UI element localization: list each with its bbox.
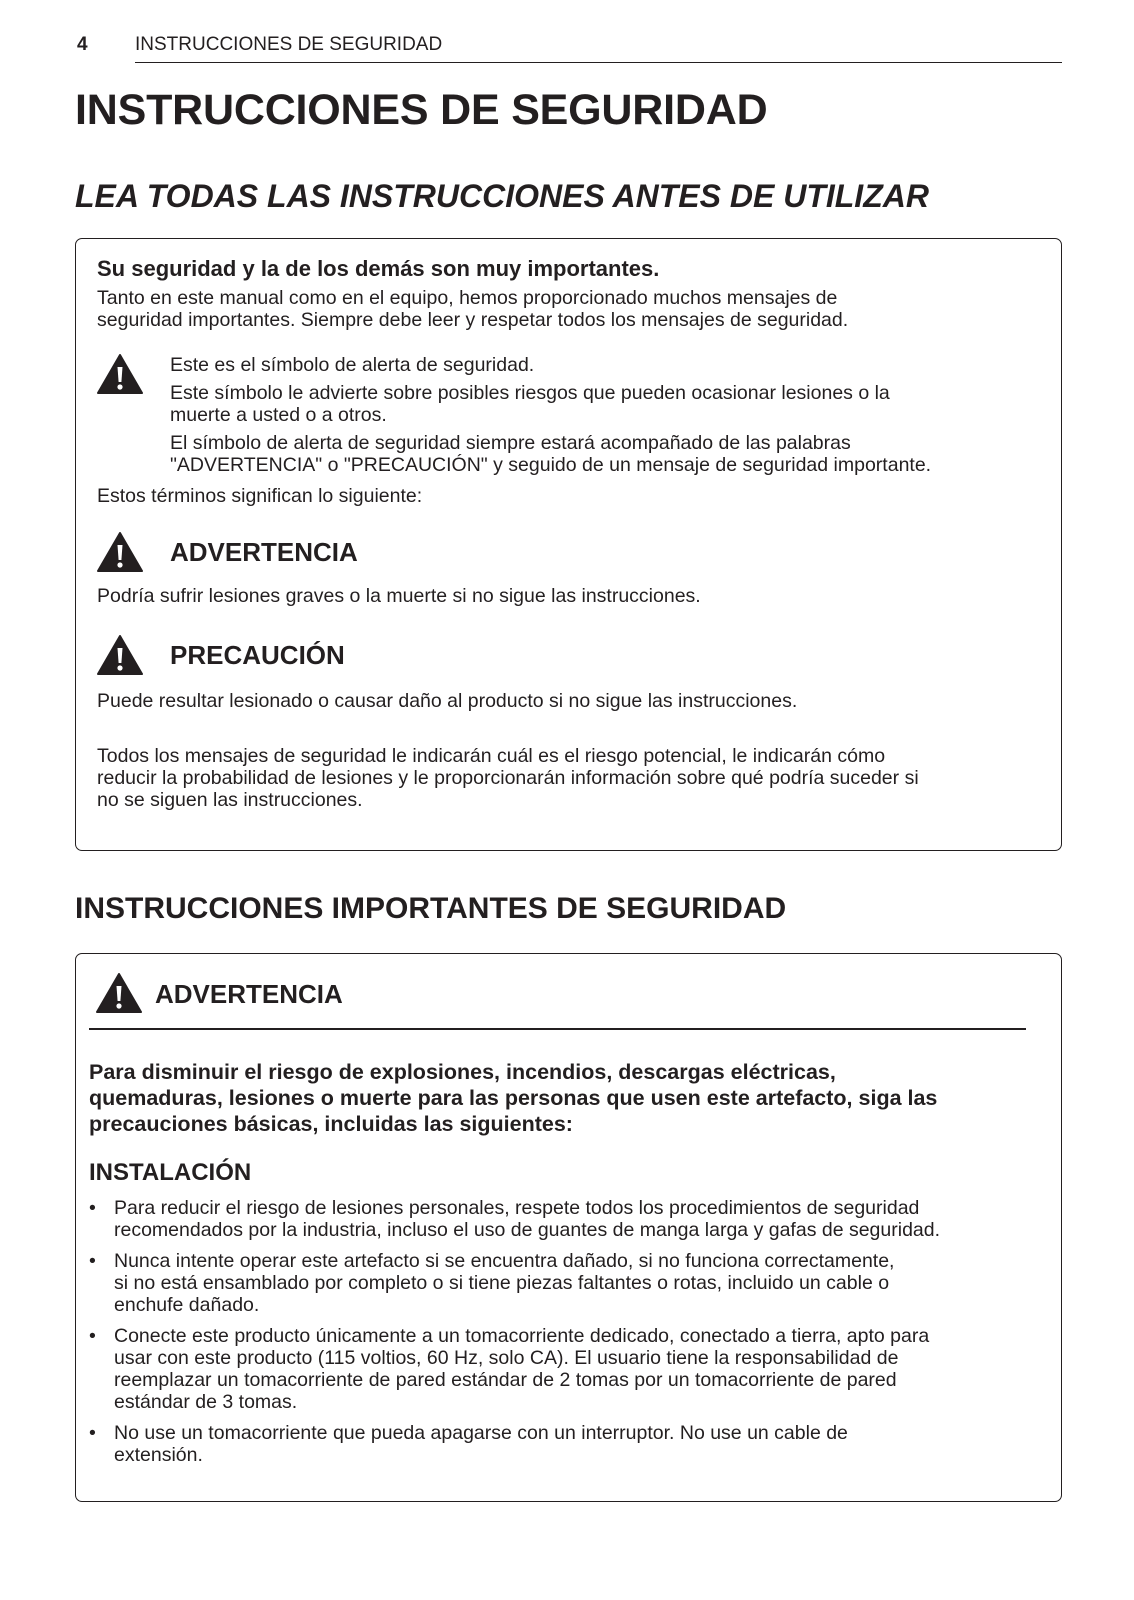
symbol-line-2b: muerte a usted o a otros.	[170, 404, 387, 426]
closing-line-3: no se siguen las instrucciones.	[97, 789, 363, 811]
warning-signal-word: ADVERTENCIA	[170, 537, 358, 567]
warning-triangle-icon	[96, 531, 144, 573]
bullet-icon: •	[89, 1250, 96, 1272]
installation-heading: INSTALACIÓN	[89, 1159, 252, 1186]
list-item-line: Conecte este producto únicamente a un tomacorriente dedicado, conectado a tierra, apto para	[114, 1325, 930, 1347]
list-item-line: enchufe dañado.	[114, 1294, 260, 1316]
list-item	[89, 1197, 1039, 1241]
list-item-line: usar con este producto (115 voltios, 60 Hz, solo CA). El usuario tiene la responsabilidad de	[114, 1347, 899, 1369]
symbol-line-1: Este es el símbolo de alerta de seguridad.	[170, 354, 535, 376]
symbol-line-2a: Este símbolo le advierte sobre posibles riesgos que pueden ocasionar lesiones o la	[170, 382, 890, 404]
warning-bold-line-1: Para disminuir el riesgo de explosiones, incendios, descargas eléctricas,	[89, 1060, 836, 1084]
symbol-line-3b: "ADVERTENCIA" o "PRECAUCIÓN" y seguido de un mensaje de seguridad importante.	[170, 454, 932, 476]
list-item-line: Para reducir el riesgo de lesiones personales, respete todos los procedimientos de seguridad	[114, 1197, 920, 1219]
terms-intro: Estos términos significan lo siguiente:	[97, 485, 423, 507]
intro-line-2: seguridad importantes. Siempre debe leer y respetar todos los mensajes de seguridad.	[97, 309, 849, 331]
running-title: INSTRUCCIONES DE SEGURIDAD	[135, 34, 443, 55]
list-item	[89, 1422, 1039, 1466]
safety-message-box	[75, 238, 1062, 851]
warning-bold-line-3: precauciones básicas, incluidas las siguientes:	[89, 1112, 573, 1136]
warning-triangle-icon	[95, 972, 143, 1014]
list-item	[89, 1250, 1039, 1316]
warning-rule	[89, 1028, 1026, 1030]
warning-description: Podría sufrir lesiones graves o la muerte si no sigue las instrucciones.	[97, 585, 701, 607]
section-subtitle: LEA TODAS LAS INSTRUCCIONES ANTES DE UTILIZAR	[75, 178, 929, 214]
bullet-icon: •	[89, 1197, 96, 1219]
safety-lead: Su seguridad y la de los demás son muy importantes.	[97, 256, 660, 281]
closing-line-2: reducir la probabilidad de lesiones y le proporcionarán información sobre qué podría suceder si	[97, 767, 919, 789]
closing-line-1: Todos los mensajes de seguridad le indicarán cuál es el riesgo potencial, le indicarán cómo	[97, 745, 886, 767]
warning-signal-word: ADVERTENCIA	[155, 979, 343, 1009]
page-title: INSTRUCCIONES DE SEGURIDAD	[75, 86, 768, 134]
list-item-line: No use un tomacorriente que pueda apagarse con un interruptor. No use un cable de	[114, 1422, 848, 1444]
caution-signal-word: PRECAUCIÓN	[170, 640, 345, 670]
list-item-line: recomendados por la industria, incluso el uso de guantes de manga larga y gafas de seguridad.	[114, 1219, 941, 1241]
caution-description: Puede resultar lesionado o causar daño al producto si no sigue las instrucciones.	[97, 690, 798, 712]
symbol-line-3a: El símbolo de alerta de seguridad siempre estará acompañado de las palabras	[170, 432, 851, 454]
header-rule	[135, 62, 1062, 63]
intro-line-1: Tanto en este manual como en el equipo, hemos proporcionado muchos mensajes de	[97, 287, 838, 309]
caution-triangle-icon	[96, 634, 144, 676]
bullet-icon: •	[89, 1325, 96, 1347]
list-item-line: si no está ensamblado por completo o si tiene piezas faltantes o rotas, incluido un cable o	[114, 1272, 890, 1294]
bullet-icon: •	[89, 1422, 96, 1444]
list-item-line: extensión.	[114, 1444, 203, 1466]
list-item	[89, 1325, 1039, 1413]
important-instructions-box	[75, 953, 1062, 1502]
warning-bold-line-2: quemaduras, lesiones o muerte para las personas que usen este artefacto, siga las	[89, 1086, 938, 1110]
important-heading: INSTRUCCIONES IMPORTANTES DE SEGURIDAD	[75, 892, 787, 925]
running-header	[77, 34, 1062, 66]
list-item-line: estándar de 3 tomas.	[114, 1391, 298, 1413]
page-number: 4	[77, 34, 88, 55]
list-item-line: reemplazar un tomacorriente de pared estándar de 2 tomas por un tomacorriente de pared	[114, 1369, 897, 1391]
installation-list	[89, 1197, 1039, 1475]
list-item-line: Nunca intente operar este artefacto si se encuentra dañado, si no funciona correctamente,	[114, 1250, 895, 1272]
warning-triangle-icon	[96, 353, 144, 395]
